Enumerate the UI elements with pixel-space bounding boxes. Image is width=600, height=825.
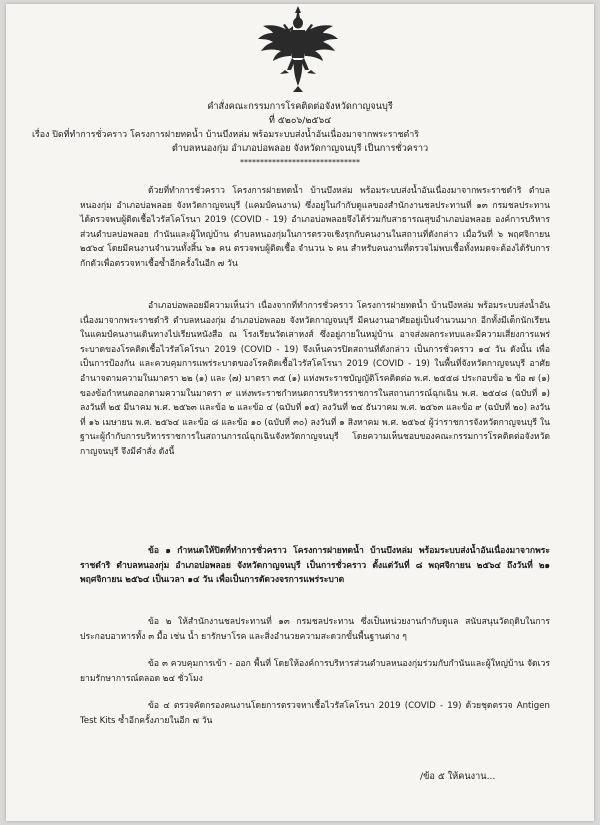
order-number: ที่ ๕๒๐๖/๒๕๖๔ <box>268 115 332 126</box>
clause-4: ข้อ ๔ ตรวจคัดกรองคนงานโดยการตรวจหาเชื้อไวรัสโคโรนา 2019 (COVID - 19) ด้วยชุดตรวจ Antigen Test Kits ซ้ำอีกครั้งภายในอีก ๗ วัน <box>80 701 550 726</box>
document-page <box>6 4 594 821</box>
clause-2: ข้อ ๒ ให้สำนักงานชลประทานที่ ๑๓ กรมชลประทาน ซึ่งเป็นหน่วยงานกำกับดูแล สนับสนุนวัตถุดิบในการประกอบอาหารทั้ง ๓ มื้อ เช่น น้ำ ยารักษาโรค และสิ่งอำนวยความสะดวกขั้นพื้นฐานต่าง ๆ <box>80 617 550 642</box>
clause-3: ข้อ ๓ ควบคุมการเข้า - ออก พื้นที่ โดยให้องค์การบริหารส่วนตำบลหนองกุ่มร่วมกับกำนันและผู้ใหญ่บ้าน จัดเวรยามรักษาการณ์ตลอด ๒๔ ชั่วโมง <box>80 659 550 684</box>
continuation-note: /ข้อ ๕ ให้คนงาน... <box>420 771 496 782</box>
paragraph-1: ด้วยที่ทำการชั่วคราว โครงการฝายทดน้ำ บ้านบึงหล่ม พร้อมระบบส่งน้ำอันเนื่องมาจากพระราชดำริ ตำบลหนองกุ่ม อำเภอบ่อพลอย จังหวัดกาญจนบุรี (แคมป์คนงาน) ซึ่งอยู่ในกำกับดูแลของสำนักงานชลประทานที่ ๑๓ กรมชลประทาน ได้ตรวจพบผู้ติดเชื้อไวรัสโคโรนา 2019 (COVID - 19) อำเภอบ่อพลอยจึงได้ร่วมกับสาธารณสุขอำเภอบ่อพลอย องค์การบริหารส่วนตำบลบ่อพลอย กำนันและผู้ใหญ่บ้าน ตำบลหนองกุ่มในการตรวจเชิงรุกกับคนงานในสถานที่ดังกล่าว เมื่อวันที่ ๖ พฤศจิกายน ๒๕๖๔ โดยมีคนงานจำนวนทั้งสิ้น ๖๑ คน ตรวจพบผู้ติดเชื้อ จำนวน ๖ คน สำหรับคนงานที่ตรวจไม่พบเชื้อทั้งหมดจะต้องได้รับการกักตัวเพื่อตรวจหาเชื้อซ้ำอีกครั้งในอีก ๗ วัน <box>80 186 550 269</box>
issuer-title: คำสั่งคณะกรรมการโรคติดต่อจังหวัดกาญจนบุรี <box>207 101 393 112</box>
clause-1: ข้อ ๑ กำหนดให้ปิดที่ทำการชั่วคราว โครงการฝายทดน้ำ บ้านบึงหล่ม พร้อมระบบส่งน้ำอันเนื่องมาจากพระราชดำริ ตำบลหนองกุ่ม อำเภอบ่อพลอย จังหวัดกาญจนบุรี เป็นการชั่วคราว ตั้งแต่วันที่ ๘ พฤศจิกายน ๒๕๖๔ ถึงวันที่ ๒๑ พฤศจิกายน ๒๕๖๔ เป็นเวลา ๑๔ วัน เพื่อเป็นการตัดวงจรการแพร่ระบาด <box>80 546 550 586</box>
subject-line-2: ตำบลหนองกุ่ม อำเภอบ่อพลอย จังหวัดกาญจนบุรี เป็นการชั่วคราว <box>171 143 429 154</box>
garuda-emblem-icon <box>255 4 341 96</box>
paragraph-2: อำเภอบ่อพลอยมีความเห็นว่า เนื่องจากที่ทำการชั่วคราว โครงการฝายทดน้ำ บ้านบึงหล่ม พร้อมระบบส่งน้ำอันเนื่องมาจากพระราชดำริ ตำบลหนองกุ่ม อำเภอบ่อพลอย จังหวัดกาญจนบุรี มีคนงานอาศัยอยู่เป็นจำนวนมาก อีกทั้งมีเด็กนักเรียนในแคมป์คนงานเดินทางไปเรียนหนังสือ ณ โรงเรียนวัดเสาหงส์ ซึ่งอยู่ภายในหมู่บ้าน อาจส่งผลกระทบและมีความเสี่ยงการแพร่ระบาดของโรคติดเชื้อไวรัสโคโรนา 2019 (COVID - 19) จึงเห็นควรปิดสถานที่ดังกล่าว เป็นการชั่วคราว ๑๔ วัน ดังนั้น เพื่อเป็นการป้องกัน และควบคุมการแพร่ระบาดของโรคติดเชื้อไวรัสโคโรนา 2019 (COVID - 19) ในพื้นที่จังหวัดกาญจนบุรี อาศัยอำนาจตามความในมาตรา ๒๒ (๑) และ (๗) มาตรา ๓๕ (๑) แห่งพระราชบัญญัติโรคติดต่อ พ.ศ. ๒๕๕๘ ประกอบข้อ ๒ ข้อ ๗ (๑) ของข้อกำหนดออกตามความในมาตรา ๙ แห่งพระราชกำหนดการบริหารราชการในสถานการณ์ฉุกเฉิน พ.ศ. ๒๕๔๘ (ฉบับที่ ๑) ลงวันที่ ๒๕ มีนาคม พ.ศ. ๒๕๖๓ และข้อ ๒ และข้อ ๔ (ฉบับที่ ๑๕) ลงวันที่ ๒๔ ธันวาคม พ.ศ. ๒๕๖๓ และข้อ ๙ (ฉบับที่ ๒๐) ลงวันที่ ๑๖ เมษายน พ.ศ. ๒๕๖๔ และข้อ ๘ และข้อ ๑๐ (ฉบับที่ ๓๐) ลงวันที่ ๑ สิงหาคม พ.ศ. ๒๕๖๔ ผู้ว่าราชการจังหวัดกาญจนบุรี ในฐานะผู้กำกับการบริหารราชการในสถานการณ์ฉุกเฉินจังหวัดกาญจนบุรี โดยความเห็นชอบของคณะกรรมการโรคติดต่อจังหวัดกาญจนบุรี จึงมีคำสั่ง ดังนี้ <box>80 301 550 457</box>
subject-line-1: เรื่อง ปิดที่ทำการชั่วคราว โครงการฝายทดน้ำ บ้านบึงหล่ม พร้อมระบบส่งน้ำอันเนื่องมาจากพระราชดำริ <box>32 130 420 140</box>
separator-stars: ****************************** <box>240 158 360 167</box>
